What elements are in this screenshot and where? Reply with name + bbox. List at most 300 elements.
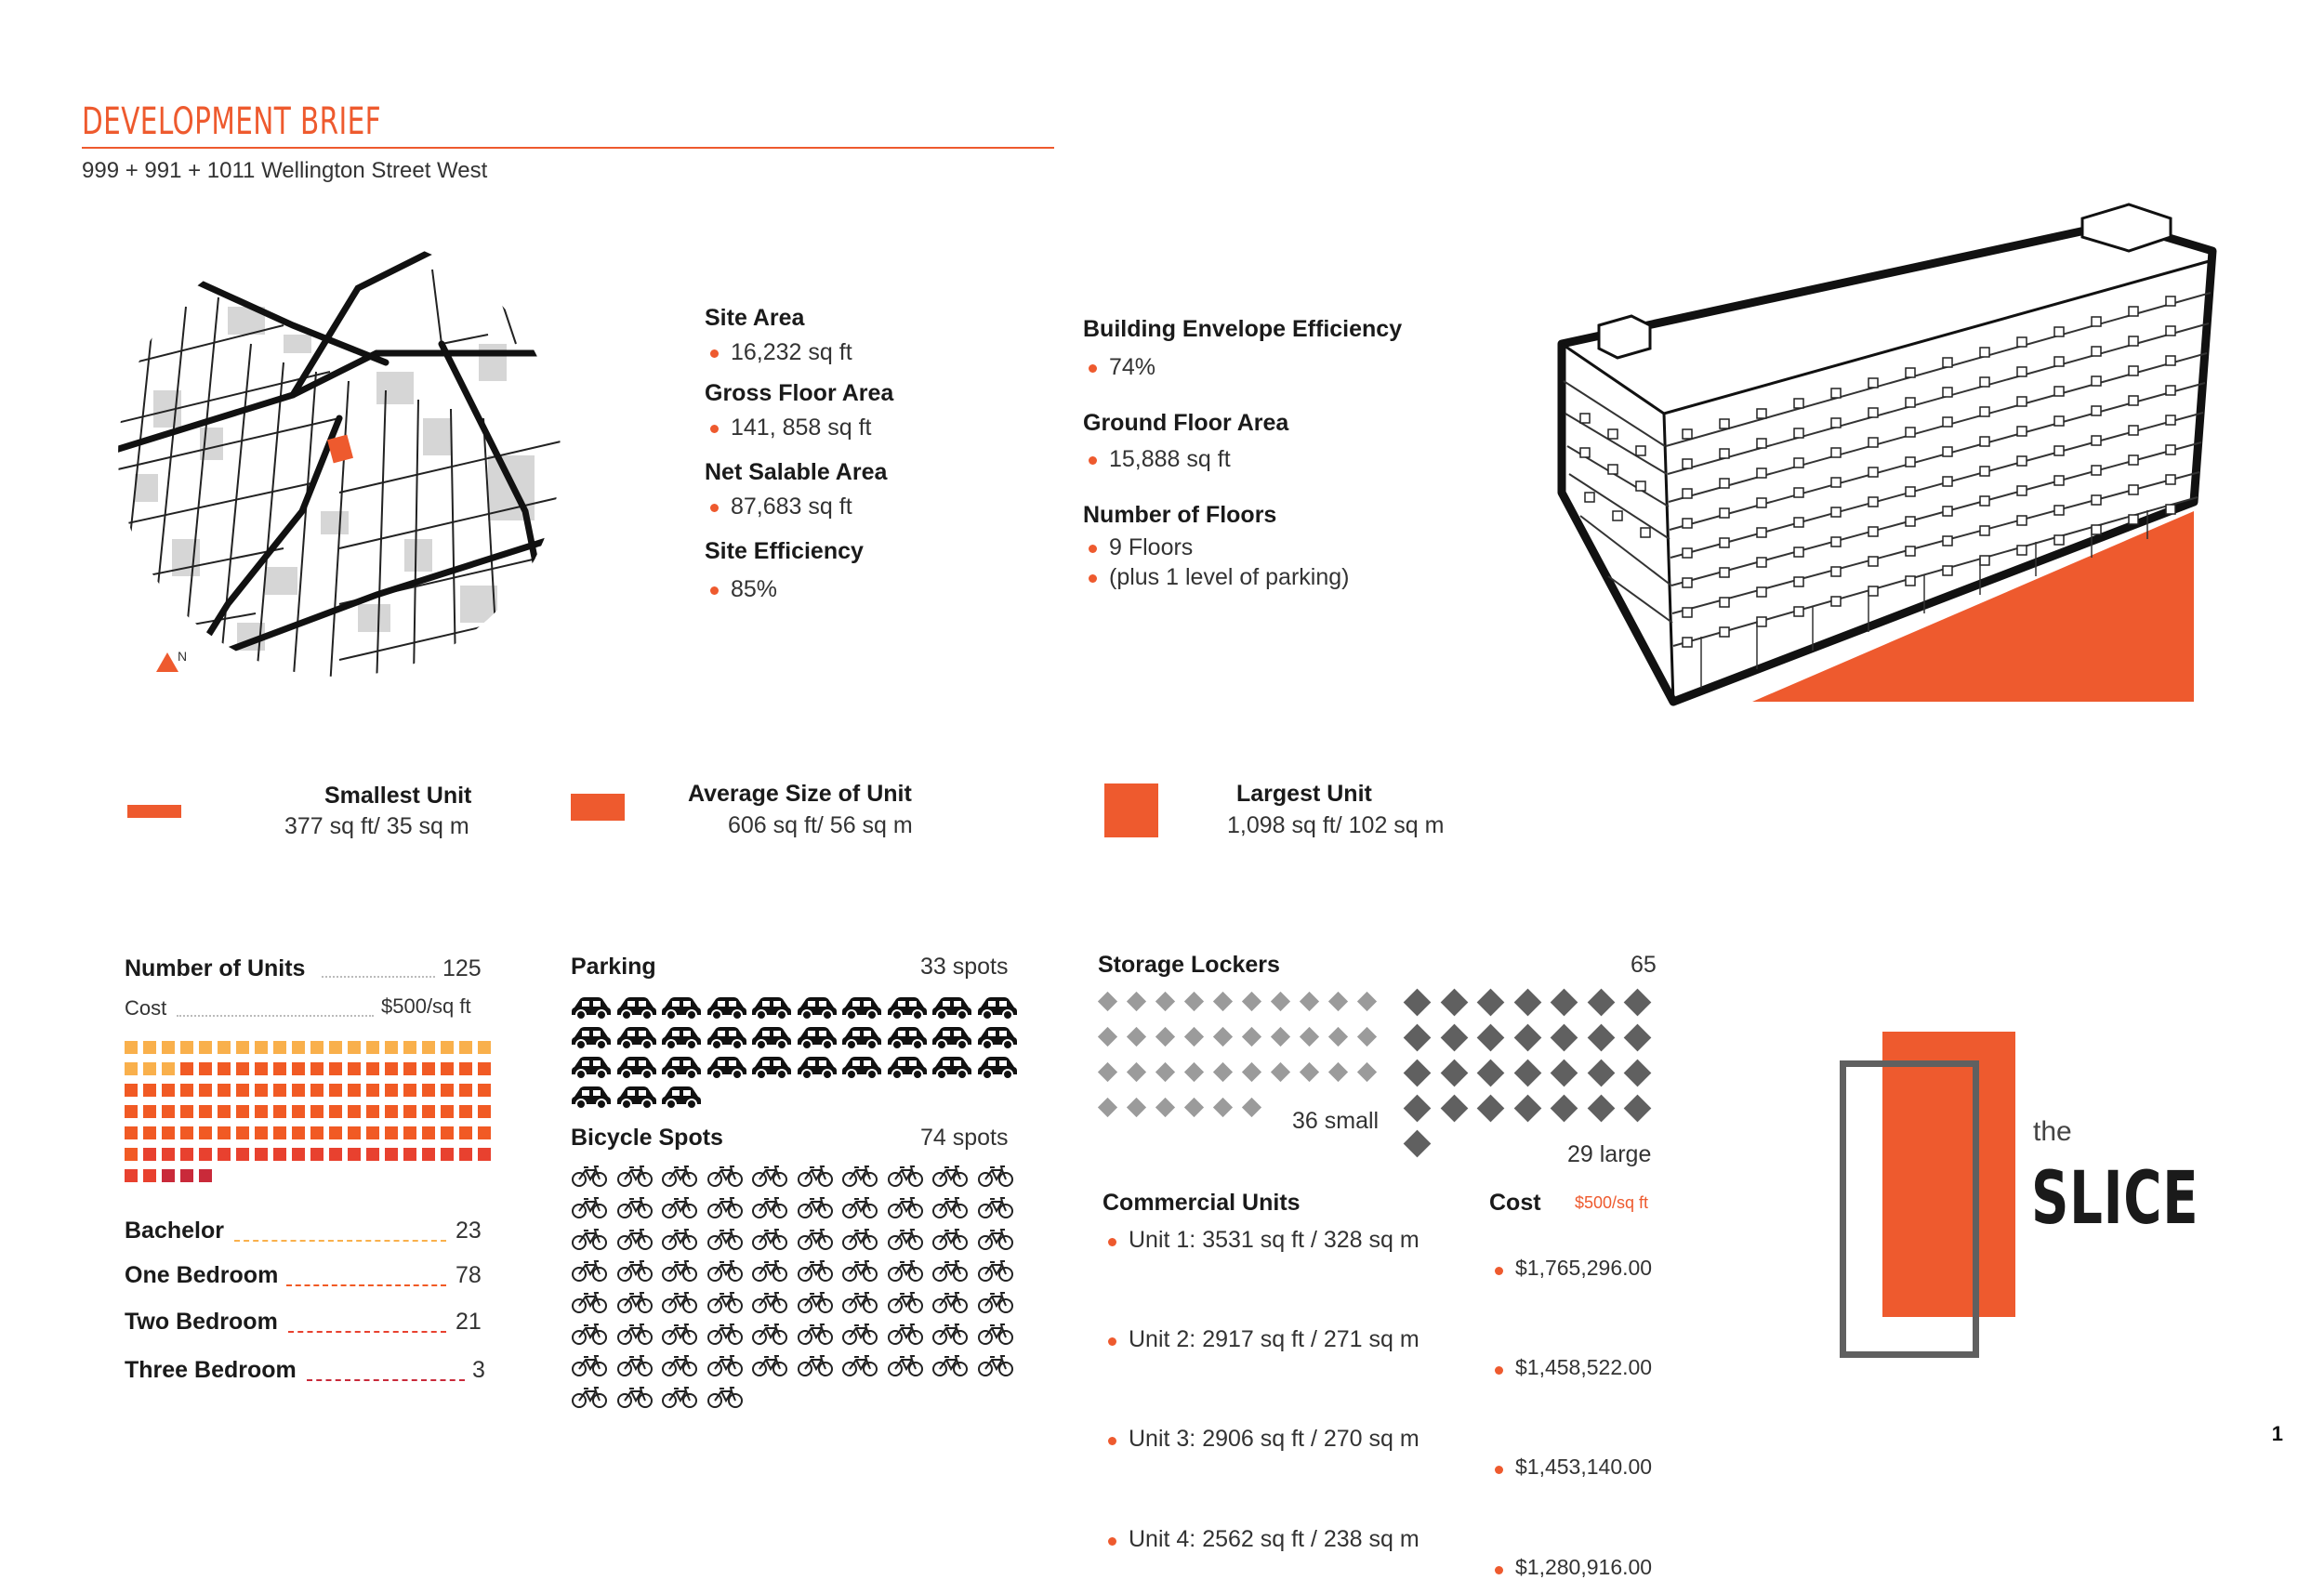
stat-label-site-efficiency: Site Efficiency bbox=[705, 538, 864, 564]
unit-square bbox=[162, 1169, 175, 1182]
unit-square bbox=[125, 1105, 138, 1118]
unit-square bbox=[143, 1148, 156, 1161]
unit-square bbox=[403, 1148, 416, 1161]
unit-square bbox=[199, 1169, 212, 1182]
unit-square bbox=[348, 1105, 361, 1118]
unit-square bbox=[143, 1041, 156, 1054]
stat-label-net-salable-area: Net Salable Area bbox=[705, 459, 888, 485]
unit-square bbox=[255, 1041, 268, 1054]
bicycle-icon bbox=[797, 1353, 834, 1377]
bicycle-icon bbox=[931, 1164, 969, 1188]
storage-large-diamond bbox=[1440, 1024, 1468, 1052]
unit-square bbox=[125, 1084, 138, 1097]
bicycle-icon bbox=[977, 1322, 1014, 1346]
storage-small-diamond bbox=[1213, 1098, 1233, 1117]
bachelor-leader bbox=[234, 1240, 446, 1242]
unit-square bbox=[366, 1105, 379, 1118]
storage-small-diamond bbox=[1184, 1062, 1204, 1082]
unit-square bbox=[255, 1105, 268, 1118]
cost-leader-dots bbox=[177, 1015, 374, 1017]
car-icon bbox=[751, 1024, 792, 1050]
unit-square bbox=[292, 1148, 305, 1161]
bicycle-icon bbox=[931, 1258, 969, 1283]
parking-icon-grid bbox=[571, 994, 1036, 1115]
unit-waffle-grid bbox=[125, 1041, 496, 1199]
one-bedroom-label: One Bedroom bbox=[125, 1262, 279, 1288]
unit-square bbox=[162, 1041, 175, 1054]
car-icon bbox=[706, 1054, 747, 1080]
car-icon bbox=[797, 1024, 838, 1050]
car-icon bbox=[616, 1054, 657, 1080]
stats-left bbox=[705, 305, 893, 604]
storage-small-diamond bbox=[1271, 992, 1290, 1011]
stat-value-number-of-floors: 9 Floors bbox=[1083, 533, 1402, 562]
storage-small-diamond bbox=[1271, 1062, 1290, 1082]
car-icon bbox=[571, 994, 612, 1020]
bicycle-icon bbox=[751, 1322, 788, 1346]
unit-square bbox=[478, 1062, 491, 1075]
storage-small-diamond bbox=[1127, 1062, 1146, 1082]
bicycle-icon bbox=[706, 1195, 744, 1219]
cost-value: $500/sq ft bbox=[381, 994, 471, 1018]
car-icon bbox=[616, 1084, 657, 1110]
bicycle-icon bbox=[841, 1164, 878, 1188]
car-icon bbox=[931, 994, 972, 1020]
bicycle-icon bbox=[616, 1322, 654, 1346]
unit-square bbox=[441, 1148, 454, 1161]
unit-square bbox=[459, 1126, 472, 1139]
stat-value-site-efficiency: 85% bbox=[705, 574, 893, 604]
unit-square bbox=[292, 1041, 305, 1054]
storage-small-diamond bbox=[1098, 1062, 1117, 1082]
bicycle-icon bbox=[661, 1322, 698, 1346]
smallest-unit-bar bbox=[127, 805, 181, 818]
two-bedroom-label: Two Bedroom bbox=[125, 1309, 278, 1335]
unit-square bbox=[180, 1041, 193, 1054]
bicycle-icon bbox=[706, 1353, 744, 1377]
stats-right bbox=[1083, 316, 1402, 592]
unit-square bbox=[348, 1062, 361, 1075]
storage-large-diamond bbox=[1551, 1095, 1578, 1123]
unit-square bbox=[329, 1041, 342, 1054]
building-illustration bbox=[1543, 186, 2222, 716]
storage-large-diamond bbox=[1513, 989, 1541, 1017]
storage-small-diamond bbox=[1213, 1027, 1233, 1047]
storage-small-diamond bbox=[1127, 1098, 1146, 1117]
unit-square bbox=[385, 1126, 398, 1139]
stat-label-envelope-efficiency: Building Envelope Efficiency bbox=[1083, 316, 1403, 342]
car-icon bbox=[571, 1084, 612, 1110]
bicycle-icon bbox=[571, 1227, 608, 1251]
commercial-cost-2: $1,458,522.00 bbox=[1489, 1355, 2324, 1380]
north-arrow-icon bbox=[155, 651, 179, 673]
car-icon bbox=[977, 994, 1018, 1020]
car-icon bbox=[616, 1024, 657, 1050]
bicycle-icon bbox=[706, 1322, 744, 1346]
unit-square bbox=[218, 1105, 231, 1118]
unit-square bbox=[125, 1126, 138, 1139]
unit-square bbox=[459, 1105, 472, 1118]
unit-square bbox=[366, 1148, 379, 1161]
unit-square bbox=[292, 1084, 305, 1097]
car-icon bbox=[797, 1054, 838, 1080]
car-icon bbox=[931, 1024, 972, 1050]
commercial-cost-rate: $500/sq ft bbox=[1575, 1193, 1649, 1212]
bicycle-icon bbox=[661, 1195, 698, 1219]
storage-value: 65 bbox=[1631, 952, 1657, 978]
storage-large-diamond bbox=[1587, 989, 1615, 1017]
two-bedroom-value: 21 bbox=[456, 1309, 482, 1335]
bicycle-icon bbox=[841, 1195, 878, 1219]
bicycle-icon bbox=[797, 1227, 834, 1251]
storage-small-diamond bbox=[1184, 992, 1204, 1011]
bicycle-icon bbox=[887, 1164, 924, 1188]
unit-square bbox=[180, 1084, 193, 1097]
car-icon bbox=[751, 1054, 792, 1080]
unit-square bbox=[459, 1041, 472, 1054]
car-icon bbox=[931, 1054, 972, 1080]
commercial-label: Commercial Units bbox=[1103, 1190, 1301, 1216]
bicycle-icon bbox=[571, 1385, 608, 1409]
building-drawing bbox=[1543, 186, 2222, 716]
unit-square bbox=[478, 1148, 491, 1161]
storage-small-diamond bbox=[1357, 992, 1377, 1011]
unit-square bbox=[236, 1148, 249, 1161]
storage-large-label: 29 large bbox=[1567, 1141, 1652, 1167]
bicycle-icon bbox=[706, 1290, 744, 1314]
bachelor-label: Bachelor bbox=[125, 1218, 224, 1244]
unit-square bbox=[125, 1062, 138, 1075]
storage-large-diamond bbox=[1587, 1060, 1615, 1087]
car-icon bbox=[706, 1024, 747, 1050]
unit-square bbox=[310, 1148, 324, 1161]
page-title: DEVELOPMENT BRIEF bbox=[82, 100, 382, 143]
unit-square bbox=[348, 1041, 361, 1054]
storage-label: Storage Lockers bbox=[1098, 952, 1280, 978]
unit-square bbox=[478, 1084, 491, 1097]
stat-note-number-of-floors: (plus 1 level of parking) bbox=[1083, 562, 1402, 592]
unit-square bbox=[180, 1126, 193, 1139]
storage-small-diamond bbox=[1300, 1027, 1319, 1047]
storage-small-diamond bbox=[1300, 1062, 1319, 1082]
parking-value: 33 spots bbox=[920, 954, 1009, 980]
unit-square bbox=[441, 1126, 454, 1139]
unit-square bbox=[199, 1041, 212, 1054]
unit-square bbox=[310, 1062, 324, 1075]
commercial-unit-3: Unit 3: 2906 sq ft / 270 sq m bbox=[1103, 1426, 2324, 1453]
unit-square bbox=[162, 1126, 175, 1139]
unit-square bbox=[329, 1148, 342, 1161]
car-icon bbox=[661, 1084, 702, 1110]
unit-square bbox=[143, 1126, 156, 1139]
unit-square bbox=[385, 1084, 398, 1097]
storage-large-diamond bbox=[1513, 1024, 1541, 1052]
storage-large-diamond bbox=[1404, 989, 1432, 1017]
storage-large-diamond bbox=[1551, 989, 1578, 1017]
unit-square bbox=[459, 1062, 472, 1075]
bicycle-icon bbox=[706, 1385, 744, 1409]
unit-square bbox=[403, 1084, 416, 1097]
largest-unit-value: 1,098 sq ft/ 102 sq m bbox=[1227, 812, 1445, 838]
unit-square bbox=[255, 1126, 268, 1139]
site-map-graphic bbox=[98, 232, 581, 697]
unit-square bbox=[162, 1062, 175, 1075]
bicycle-icon bbox=[887, 1258, 924, 1283]
unit-square bbox=[236, 1105, 249, 1118]
bicycle-icon bbox=[751, 1353, 788, 1377]
bicycle-icon bbox=[977, 1164, 1014, 1188]
car-icon bbox=[661, 1024, 702, 1050]
car-icon bbox=[977, 1054, 1018, 1080]
stat-value-gross-floor-area: 141, 858 sq ft bbox=[705, 413, 893, 442]
parking-label: Parking bbox=[571, 954, 656, 980]
bicycle-icon bbox=[977, 1258, 1014, 1283]
page-number: 1 bbox=[2271, 1422, 2283, 1445]
bicycle-icon bbox=[616, 1385, 654, 1409]
units-count: 125 bbox=[442, 955, 482, 981]
bicycle-icon bbox=[616, 1258, 654, 1283]
unit-square bbox=[125, 1041, 138, 1054]
north-label: N bbox=[178, 649, 188, 664]
unit-square bbox=[385, 1041, 398, 1054]
unit-square bbox=[366, 1084, 379, 1097]
storage-large-diamond bbox=[1587, 1095, 1615, 1123]
bicycle-icon bbox=[751, 1258, 788, 1283]
storage-small-diamond bbox=[1213, 992, 1233, 1011]
unit-square bbox=[310, 1126, 324, 1139]
bicycle-icon bbox=[931, 1322, 969, 1346]
unit-square bbox=[441, 1041, 454, 1054]
car-icon bbox=[661, 1054, 702, 1080]
unit-square bbox=[329, 1105, 342, 1118]
unit-square bbox=[385, 1105, 398, 1118]
unit-square bbox=[385, 1148, 398, 1161]
unit-square bbox=[422, 1105, 435, 1118]
storage-small-diamond bbox=[1155, 1098, 1175, 1117]
storage-small-diamond bbox=[1127, 992, 1146, 1011]
unit-square bbox=[162, 1148, 175, 1161]
storage-small-diamond bbox=[1242, 1062, 1261, 1082]
unit-square bbox=[292, 1062, 305, 1075]
bachelor-value: 23 bbox=[456, 1218, 482, 1244]
storage-small-diamond bbox=[1127, 1027, 1146, 1047]
one-bedroom-leader bbox=[286, 1284, 446, 1286]
bicycle-icon bbox=[797, 1322, 834, 1346]
unit-square bbox=[403, 1062, 416, 1075]
car-icon bbox=[661, 994, 702, 1020]
storage-small-diamond bbox=[1242, 1098, 1261, 1117]
unit-square bbox=[273, 1084, 286, 1097]
storage-small-diamond bbox=[1271, 1027, 1290, 1047]
bicycle-icon bbox=[661, 1164, 698, 1188]
bicycle-icon bbox=[751, 1195, 788, 1219]
storage-large-diamond bbox=[1404, 1130, 1432, 1158]
bicycle-icon bbox=[616, 1164, 654, 1188]
unit-square bbox=[143, 1084, 156, 1097]
storage-small-diamond bbox=[1184, 1098, 1204, 1117]
bicycle-icon bbox=[661, 1385, 698, 1409]
car-icon bbox=[977, 1024, 1018, 1050]
unit-square bbox=[236, 1084, 249, 1097]
car-icon bbox=[797, 994, 838, 1020]
storage-large-diamond bbox=[1551, 1024, 1578, 1052]
unit-square bbox=[292, 1126, 305, 1139]
bicycle-icon bbox=[797, 1290, 834, 1314]
car-icon bbox=[887, 1024, 928, 1050]
bicycle-icon bbox=[841, 1227, 878, 1251]
storage-small-diamond bbox=[1155, 992, 1175, 1011]
storage-small-diamond bbox=[1098, 992, 1117, 1011]
average-unit-value: 606 sq ft/ 56 sq m bbox=[728, 812, 913, 838]
bicycle-icon bbox=[887, 1227, 924, 1251]
unit-square bbox=[478, 1126, 491, 1139]
unit-square bbox=[366, 1041, 379, 1054]
units-leader-dots bbox=[322, 976, 435, 978]
bicycle-icon bbox=[571, 1195, 608, 1219]
commercial-cost-3: $1,453,140.00 bbox=[1489, 1455, 2324, 1480]
unit-square bbox=[199, 1105, 212, 1118]
unit-square bbox=[180, 1062, 193, 1075]
storage-small-diamond bbox=[1242, 992, 1261, 1011]
unit-square bbox=[329, 1084, 342, 1097]
storage-small-diamond bbox=[1098, 1027, 1117, 1047]
unit-square bbox=[403, 1126, 416, 1139]
unit-square bbox=[180, 1169, 193, 1182]
unit-square bbox=[310, 1084, 324, 1097]
unit-square bbox=[385, 1062, 398, 1075]
storage-small-diamond bbox=[1098, 1098, 1117, 1117]
stat-label-gross-floor-area: Gross Floor Area bbox=[705, 380, 894, 406]
smallest-unit-value: 377 sq ft/ 35 sq m bbox=[284, 813, 469, 839]
bicycle-icon bbox=[887, 1353, 924, 1377]
bicycle-icon bbox=[977, 1290, 1014, 1314]
storage-small-diamond bbox=[1184, 1027, 1204, 1047]
unit-square bbox=[329, 1126, 342, 1139]
car-icon bbox=[887, 1054, 928, 1080]
storage-large-diamond bbox=[1513, 1095, 1541, 1123]
unit-square bbox=[310, 1041, 324, 1054]
unit-square bbox=[143, 1169, 156, 1182]
unit-square bbox=[478, 1041, 491, 1054]
unit-square bbox=[162, 1084, 175, 1097]
unit-square bbox=[422, 1084, 435, 1097]
two-bedroom-leader bbox=[288, 1331, 446, 1333]
bicycle-icon bbox=[706, 1258, 744, 1283]
storage-large-diamond bbox=[1404, 1024, 1432, 1052]
unit-square bbox=[292, 1105, 305, 1118]
storage-small-diamond bbox=[1357, 1027, 1377, 1047]
stat-value-ground-floor-area: 15,888 sq ft bbox=[1083, 444, 1402, 474]
unit-square bbox=[180, 1105, 193, 1118]
commercial-cost-label: Cost bbox=[1489, 1190, 1541, 1216]
bicycle-icon bbox=[571, 1353, 608, 1377]
bicycle-icon bbox=[841, 1258, 878, 1283]
storage-large-diamond bbox=[1477, 1024, 1505, 1052]
car-icon bbox=[841, 1024, 882, 1050]
unit-square bbox=[125, 1169, 138, 1182]
car-icon bbox=[616, 994, 657, 1020]
bicycle-icon bbox=[841, 1322, 878, 1346]
unit-square bbox=[348, 1126, 361, 1139]
bicycle-icon bbox=[661, 1353, 698, 1377]
unit-square bbox=[422, 1126, 435, 1139]
bicycle-icon bbox=[887, 1290, 924, 1314]
units-label: Number of Units bbox=[125, 955, 306, 981]
unit-square bbox=[422, 1148, 435, 1161]
unit-square bbox=[255, 1148, 268, 1161]
car-icon bbox=[571, 1024, 612, 1050]
bicycle-icon bbox=[616, 1353, 654, 1377]
storage-large-diamond bbox=[1624, 1095, 1652, 1123]
unit-square bbox=[236, 1062, 249, 1075]
storage-small-label: 36 small bbox=[1292, 1108, 1380, 1134]
unit-square bbox=[273, 1041, 286, 1054]
unit-square bbox=[236, 1126, 249, 1139]
car-icon bbox=[751, 994, 792, 1020]
unit-square bbox=[180, 1148, 193, 1161]
unit-square bbox=[273, 1105, 286, 1118]
storage-large-diamond bbox=[1404, 1095, 1432, 1123]
storage-large-diamond bbox=[1477, 1060, 1505, 1087]
car-icon bbox=[841, 1054, 882, 1080]
stat-value-envelope-efficiency: 74% bbox=[1083, 352, 1402, 382]
logo-gray-frame bbox=[1840, 1060, 1979, 1358]
storage-large-grid bbox=[1404, 989, 1664, 1165]
bicycle-icon bbox=[931, 1195, 969, 1219]
bicycle-icon-grid bbox=[571, 1164, 1036, 1415]
unit-square bbox=[441, 1062, 454, 1075]
storage-large-diamond bbox=[1440, 989, 1468, 1017]
site-address: 999 + 991 + 1011 Wellington Street West bbox=[82, 158, 488, 183]
unit-square bbox=[162, 1105, 175, 1118]
storage-large-diamond bbox=[1440, 1095, 1468, 1123]
commercial-unit-1: Unit 1: 3531 sq ft / 328 sq m bbox=[1103, 1227, 2324, 1254]
storage-large-diamond bbox=[1624, 989, 1652, 1017]
stat-label-number-of-floors: Number of Floors bbox=[1083, 502, 1277, 528]
one-bedroom-value: 78 bbox=[456, 1262, 482, 1288]
bicycle-icon bbox=[887, 1322, 924, 1346]
bicycle-icon bbox=[571, 1164, 608, 1188]
bicycle-icon bbox=[571, 1290, 608, 1314]
unit-square bbox=[403, 1105, 416, 1118]
storage-small-diamond bbox=[1300, 992, 1319, 1011]
bicycle-icon bbox=[977, 1353, 1014, 1377]
bicycle-icon bbox=[797, 1164, 834, 1188]
stat-value-net-salable-area: 87,683 sq ft bbox=[705, 492, 893, 521]
bicycle-icon bbox=[931, 1290, 969, 1314]
car-icon bbox=[706, 994, 747, 1020]
storage-large-diamond bbox=[1440, 1060, 1468, 1087]
stat-value-site-area: 16,232 sq ft bbox=[705, 337, 893, 367]
cost-label: Cost bbox=[125, 996, 167, 1020]
unit-square bbox=[366, 1062, 379, 1075]
title-underline bbox=[82, 147, 1054, 149]
bicycle-icon bbox=[977, 1195, 1014, 1219]
unit-square bbox=[441, 1084, 454, 1097]
unit-square bbox=[366, 1126, 379, 1139]
three-bedroom-value: 3 bbox=[472, 1357, 485, 1383]
bicycle-icon bbox=[616, 1227, 654, 1251]
bicycle-icon bbox=[841, 1290, 878, 1314]
unit-square bbox=[218, 1062, 231, 1075]
bicycle-icon bbox=[751, 1290, 788, 1314]
storage-small-diamond bbox=[1213, 1062, 1233, 1082]
bicycle-icon bbox=[661, 1258, 698, 1283]
storage-large-diamond bbox=[1477, 1095, 1505, 1123]
unit-square bbox=[310, 1105, 324, 1118]
bicycle-icon bbox=[661, 1290, 698, 1314]
unit-square bbox=[348, 1084, 361, 1097]
